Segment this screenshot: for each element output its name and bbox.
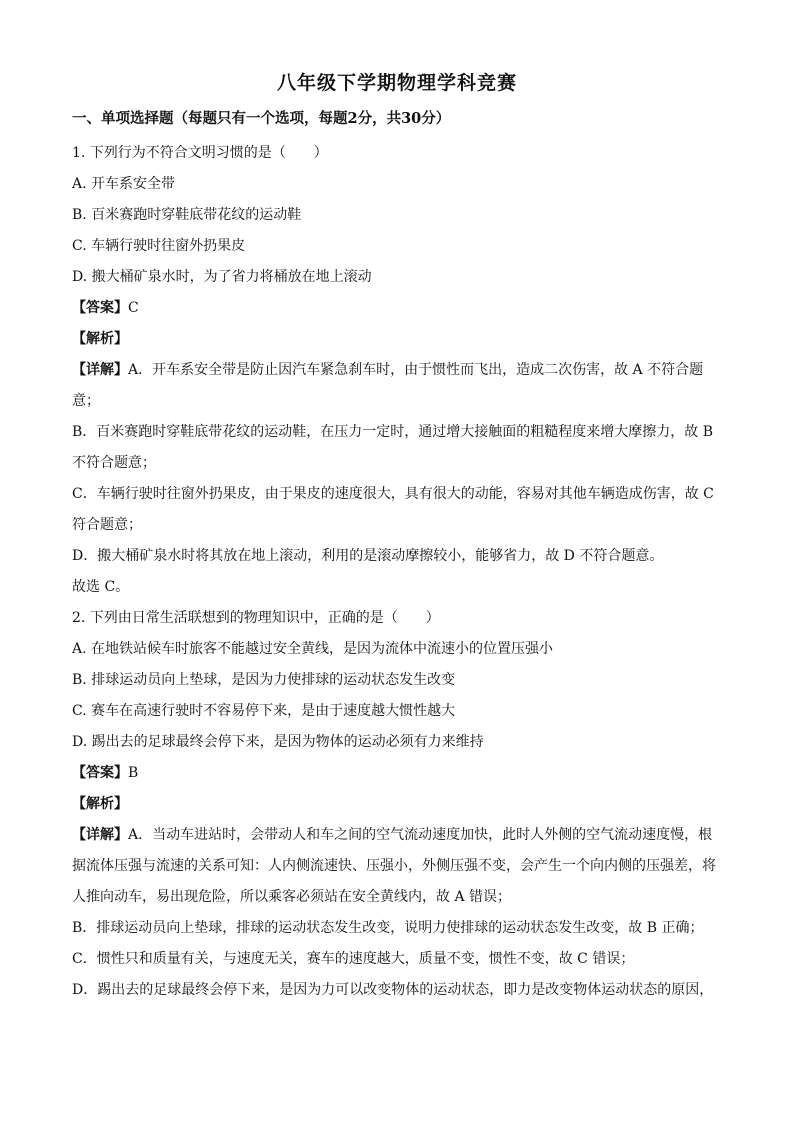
question-2-detail-line: 据流体压强与流速的关系可知：人内侧流速快、压强小，外侧压强不变，会产生一个向内侧的压强差，将 xyxy=(72,858,716,874)
detail-tag: 【详解】 xyxy=(72,827,128,843)
question-1-detail-line: B．百米赛跑时穿鞋底带花纹的运动鞋，在压力一定时，通过增大接触面的粗糙程度来增大摩擦力，故 B xyxy=(72,424,714,440)
question-1-option-a: A. 开车系安全带 xyxy=(72,176,176,192)
question-2-option-d: D. 踢出去的足球最终会停下来，是因为物体的运动必须有力来维持 xyxy=(72,734,484,750)
question-1-option-c: C. 车辆行驶时往窗外扔果皮 xyxy=(72,238,246,254)
question-1-detail-line: 不符合题意； xyxy=(72,455,156,471)
question-2-detail-line: C．惯性只和质量有关，与速度无关，赛车的速度越大，质量不变，惯性不变，故 C 错误； xyxy=(72,951,635,967)
question-2-stem: 2. 下列由日常生活联想到的物理知识中，正确的是（ ） xyxy=(72,610,440,626)
answer-value: B xyxy=(128,765,139,781)
question-2-detail-line: 人推向动车，易出现危险，所以乘客必须站在安全黄线内，故 A 错误； xyxy=(72,889,512,905)
analysis-tag: 【解析】 xyxy=(72,331,128,347)
answer-value: C xyxy=(128,300,139,316)
question-1-answer xyxy=(72,293,722,324)
question-2-option-c: C. 赛车在高速行驶时不容易停下来，是由于速度越大惯性越大 xyxy=(72,703,456,719)
question-2-analysis xyxy=(72,789,722,820)
question-2-answer xyxy=(72,758,722,789)
question-1-option-b: B. 百米赛跑时穿鞋底带花纹的运动鞋 xyxy=(72,207,302,223)
question-1-detail-line xyxy=(72,355,722,386)
question-1-detail-line: 符合题意； xyxy=(72,517,142,533)
question-2 xyxy=(72,603,722,1006)
question-2-detail-line: B．排球运动员向上垫球，排球的运动状态发生改变，说明力使排球的运动状态发生改变，故 B 正确； xyxy=(72,920,704,936)
analysis-tag: 【解析】 xyxy=(72,796,128,812)
question-2-detail-line: D．踢出去的足球最终会停下来，是因为力可以改变物体的运动状态，即力是改变物体运动状态的原因， xyxy=(72,982,714,998)
answer-tag: 【答案】 xyxy=(72,765,128,781)
detail-tag: 【详解】 xyxy=(72,362,128,378)
question-2-detail-line xyxy=(72,820,722,851)
detail-text: A．开车系安全带是防止因汽车紧急刹车时，由于惯性而飞出，造成二次伤害，故 A 不符合题 xyxy=(128,362,704,378)
document-title: 八年级下学期物理学科竞赛 xyxy=(276,72,517,94)
question-1-stem: 1. 下列行为不符合文明习惯的是（ ） xyxy=(72,145,328,161)
question-2-option-b: B. 排球运动员向上垫球，是因为力使排球的运动状态发生改变 xyxy=(72,672,456,688)
question-1-detail-line: 意； xyxy=(72,393,100,409)
question-1 xyxy=(72,138,722,603)
answer-tag: 【答案】 xyxy=(72,300,128,316)
question-1-detail-line: C．车辆行驶时往窗外扔果皮，由于果皮的速度很大，具有很大的动能，容易对其他车辆造成伤害，故 C xyxy=(72,486,714,502)
question-1-detail-line: D．搬大桶矿泉水时将其放在地上滚动，利用的是滚动摩擦较小，能够省力，故 D 不符合题意。 xyxy=(72,548,664,564)
detail-text: A．当动车进站时，会带动人和车之间的空气流动速度加快，此时人外侧的空气流动速度慢，根 xyxy=(128,827,713,843)
question-2-option-a: A. 在地铁站候车时旅客不能越过安全黄线，是因为流体中流速小的位置压强小 xyxy=(72,641,554,657)
question-1-conclusion: 故选 C。 xyxy=(72,579,130,595)
section-heading: 一、单项选择题（每题只有一个选项，每题2分，共30分） xyxy=(72,110,451,127)
question-1-option-d: D. 搬大桶矿泉水时，为了省力将桶放在地上滚动 xyxy=(72,269,372,285)
question-1-analysis xyxy=(72,324,722,355)
